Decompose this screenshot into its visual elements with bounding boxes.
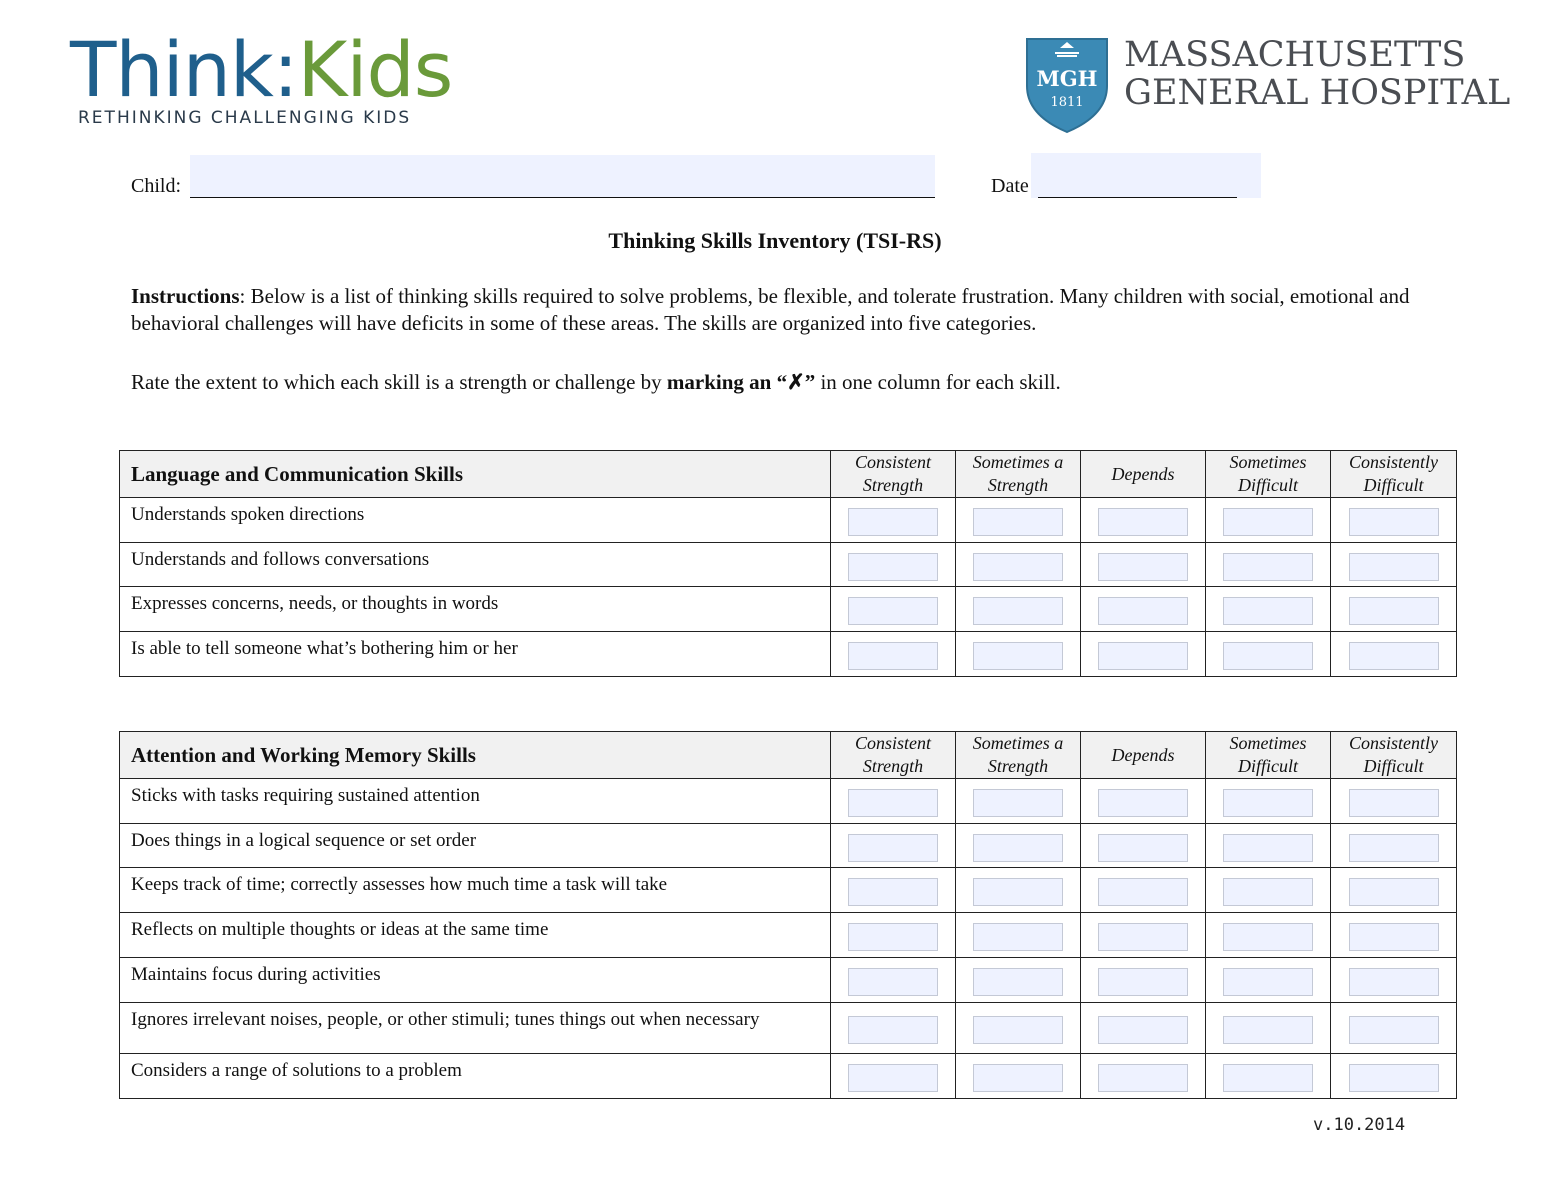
column-header-line: Consistent [854,733,931,753]
table-row [120,632,1457,677]
rating-cell [1331,868,1457,913]
table-row [120,543,1457,587]
rating-cell [1206,498,1331,543]
rating-instruction-post: in one column for each skill. [815,370,1061,394]
column-header-line: Difficult [1238,756,1298,776]
rating-checkbox[interactable] [973,1016,1063,1044]
rating-cell [831,868,956,913]
skill-label: Reflects on multiple thoughts or ideas at the same time [120,913,831,958]
instructions-paragraph [131,283,1421,337]
rating-cell [831,1054,956,1099]
column-header-line: Depends [1111,744,1175,765]
rating-cell [1081,543,1206,587]
rating-cell [1331,1054,1457,1099]
rating-checkbox[interactable] [973,834,1063,862]
skill-label: Understands spoken directions [120,498,831,543]
rating-cell [1331,1003,1457,1054]
table-row [120,498,1457,543]
column-header-line: Sometimes a [972,452,1064,472]
rating-cell [956,498,1081,543]
skill-label: Is able to tell someone what’s bothering him or her [120,632,831,677]
column-header [1206,732,1331,779]
column-header-line: Sometimes [1229,452,1307,472]
mgh-name-line2: GENERAL HOSPITAL [1124,73,1511,113]
rating-checkbox[interactable] [1349,508,1439,536]
rating-checkbox[interactable] [1349,789,1439,817]
rating-cell [1081,632,1206,677]
rating-cell [1331,587,1457,632]
table-row [120,779,1457,824]
skill-label: Keeps track of time; correctly assesses how much time a task will take [120,868,831,913]
rating-checkbox[interactable] [1349,968,1439,996]
rating-checkbox[interactable] [1223,1016,1313,1044]
column-header-line: Depends [1111,463,1175,484]
rating-checkbox[interactable] [848,553,938,581]
rating-checkbox[interactable] [1098,968,1188,996]
column-header-line: Sometimes [1229,733,1307,753]
instructions-lead: Instructions [131,284,240,308]
table-row [120,587,1457,632]
rating-checkbox[interactable] [1098,834,1188,862]
rating-cell [831,1003,956,1054]
rating-checkbox[interactable] [1098,1064,1188,1092]
rating-checkbox[interactable] [1098,923,1188,951]
rating-cell [956,587,1081,632]
thinkkids-word-kids: Kids [297,25,453,114]
rating-cell [1206,913,1331,958]
rating-checkbox[interactable] [848,878,938,906]
rating-cell [1081,958,1206,1003]
skill-label: Maintains focus during activities [120,958,831,1003]
rating-cell [1206,1003,1331,1054]
rating-cell [1081,779,1206,824]
rating-cell [1331,632,1457,677]
skill-label: Does things in a logical sequence or set order [120,824,831,868]
rating-checkbox[interactable] [1223,508,1313,536]
rating-cell [831,824,956,868]
table-row [120,1054,1457,1099]
thinkkids-colon: : [272,25,298,114]
rating-checkbox[interactable] [1098,508,1188,536]
rating-cell [1081,1054,1206,1099]
column-header-line: Difficult [1363,475,1424,495]
table-row [120,913,1457,958]
x-mark-glyph: “✗” [771,370,816,394]
column-header [1331,451,1457,498]
mgh-shield-year: 1811 [1050,95,1084,110]
rating-checkbox[interactable] [1098,553,1188,581]
rating-cell [1081,498,1206,543]
table-header-row [120,451,1457,498]
rating-checkbox[interactable] [973,878,1063,906]
column-header [956,451,1081,498]
rating-checkbox[interactable] [1223,597,1313,625]
date-field[interactable] [1031,153,1261,198]
rating-checkbox[interactable] [973,968,1063,996]
rating-cell [1331,779,1457,824]
skill-label: Understands and follows conversations [120,543,831,587]
rating-cell [1081,587,1206,632]
rating-checkbox[interactable] [1349,923,1439,951]
column-header-line: Strength [987,756,1049,776]
date-underline [1038,197,1237,198]
skill-label: Ignores irrelevant noises, people, or other stimuli; tunes things out when necessary [120,1003,831,1054]
rating-cell [1331,824,1457,868]
skills-table-2 [119,731,1457,1099]
rating-checkbox[interactable] [1098,597,1188,625]
rating-checkbox[interactable] [848,834,938,862]
rating-cell [956,824,1081,868]
section-title: Language and Communication Skills [120,451,831,498]
version-label: v.10.2014 [1313,1115,1406,1135]
rating-cell [956,913,1081,958]
rating-cell [956,543,1081,587]
rating-cell [956,632,1081,677]
rating-checkbox[interactable] [848,642,938,670]
thinkkids-tagline: RETHINKING CHALLENGING KIDS [78,108,412,128]
rating-cell [1331,913,1457,958]
skill-label: Expresses concerns, needs, or thoughts in words [120,587,831,632]
rating-cell [831,587,956,632]
column-header [831,732,956,779]
column-header [1081,451,1206,498]
rating-checkbox[interactable] [848,508,938,536]
child-label: Child: [131,175,182,197]
skill-label: Sticks with tasks requiring sustained attention [120,779,831,824]
rating-cell [1331,498,1457,543]
rating-cell [1081,1003,1206,1054]
rating-checkbox[interactable] [1223,1064,1313,1092]
rating-cell [956,1054,1081,1099]
column-header-line: Strength [987,475,1049,495]
rating-cell [956,868,1081,913]
rating-cell [1331,958,1457,1003]
column-header-line: Strength [862,475,924,495]
rating-checkbox[interactable] [973,642,1063,670]
rating-checkbox[interactable] [1349,642,1439,670]
rating-checkbox[interactable] [848,968,938,996]
page-title: Thinking Skills Inventory (TSI-RS) [608,228,942,253]
rating-checkbox[interactable] [1349,878,1439,906]
rating-cell [831,958,956,1003]
rating-checkbox[interactable] [1098,1016,1188,1044]
rating-checkbox[interactable] [848,789,938,817]
rating-cell [1206,779,1331,824]
table-header-row [120,732,1457,779]
rating-checkbox[interactable] [1223,968,1313,996]
skills-table-1 [119,450,1457,677]
rating-cell [831,498,956,543]
rating-cell [1206,824,1331,868]
column-header [831,451,956,498]
rating-checkbox[interactable] [1098,878,1188,906]
column-header-line: Consistently [1349,733,1438,753]
rating-cell [1206,868,1331,913]
skill-label: Considers a range of solutions to a problem [120,1054,831,1099]
rating-cell [831,913,956,958]
table-row [120,868,1457,913]
rating-checkbox[interactable] [973,923,1063,951]
rating-checkbox[interactable] [1223,553,1313,581]
column-header [1331,732,1457,779]
table-row [120,824,1457,868]
section-title: Attention and Working Memory Skills [120,732,831,779]
rating-checkbox[interactable] [848,923,938,951]
rating-cell [1206,632,1331,677]
thinkkids-word-think: Think [70,25,273,114]
rating-checkbox[interactable] [1098,642,1188,670]
rating-cell [956,779,1081,824]
rating-checkbox[interactable] [973,597,1063,625]
rating-cell [1081,868,1206,913]
rating-checkbox[interactable] [973,789,1063,817]
rating-checkbox[interactable] [973,1064,1063,1092]
rating-checkbox[interactable] [1349,1064,1439,1092]
mgh-name [1124,36,1510,112]
rating-checkbox[interactable] [1223,878,1313,906]
thinkkids-logo [70,25,453,128]
mgh-shield-icon [1024,36,1110,134]
rating-cell [1206,1054,1331,1099]
column-header [956,732,1081,779]
rating-cell [956,1003,1081,1054]
rating-checkbox[interactable] [1223,834,1313,862]
column-header-line: Consistently [1349,452,1438,472]
rating-checkbox[interactable] [1098,789,1188,817]
column-header [1081,732,1206,779]
mgh-logo [1024,35,1511,136]
rating-checkbox[interactable] [1349,553,1439,581]
rating-cell [831,632,956,677]
rating-cell [1206,958,1331,1003]
thinkkids-wordmark [70,25,453,114]
rating-checkbox[interactable] [1223,642,1313,670]
rating-checkbox[interactable] [973,553,1063,581]
mgh-name-line1: MASSACHUSETTS [1124,35,1466,75]
rating-checkbox[interactable] [1349,834,1439,862]
rating-instruction [131,369,1421,396]
instructions-text: : Below is a list of thinking skills required to solve problems, be flexible, and tolerate frustration. Many children with social, emotional and behavioral challenges will have deficits in some of these areas. The skills are organized into five categories. [131,284,1410,335]
rating-checkbox[interactable] [973,508,1063,536]
rating-checkbox[interactable] [848,1064,938,1092]
rating-checkbox[interactable] [848,1016,938,1044]
column-header-line: Difficult [1363,756,1424,776]
mgh-shield-abbr: MGH [1036,66,1098,91]
rating-cell [1331,543,1457,587]
rating-checkbox[interactable] [1349,1016,1439,1044]
table-row [120,958,1457,1003]
rating-checkbox[interactable] [1223,789,1313,817]
date-label: Date [991,175,1029,197]
column-header-line: Consistent [854,452,931,472]
rating-cell [1206,543,1331,587]
rating-cell [831,543,956,587]
column-header [1206,451,1331,498]
rating-cell [1081,913,1206,958]
rating-cell [1206,587,1331,632]
rating-instruction-bold: marking an [666,370,772,394]
rating-checkbox[interactable] [848,597,938,625]
rating-checkbox[interactable] [1223,923,1313,951]
child-field[interactable] [190,155,935,198]
rating-instruction-pre: Rate the extent to which each skill is a strength or challenge by [131,370,667,394]
rating-cell [956,958,1081,1003]
column-header-line: Sometimes a [972,733,1064,753]
rating-cell [831,779,956,824]
column-header-line: Strength [862,756,924,776]
table-row [120,1003,1457,1054]
rating-cell [1081,824,1206,868]
rating-checkbox[interactable] [1349,597,1439,625]
column-header-line: Difficult [1238,475,1298,495]
